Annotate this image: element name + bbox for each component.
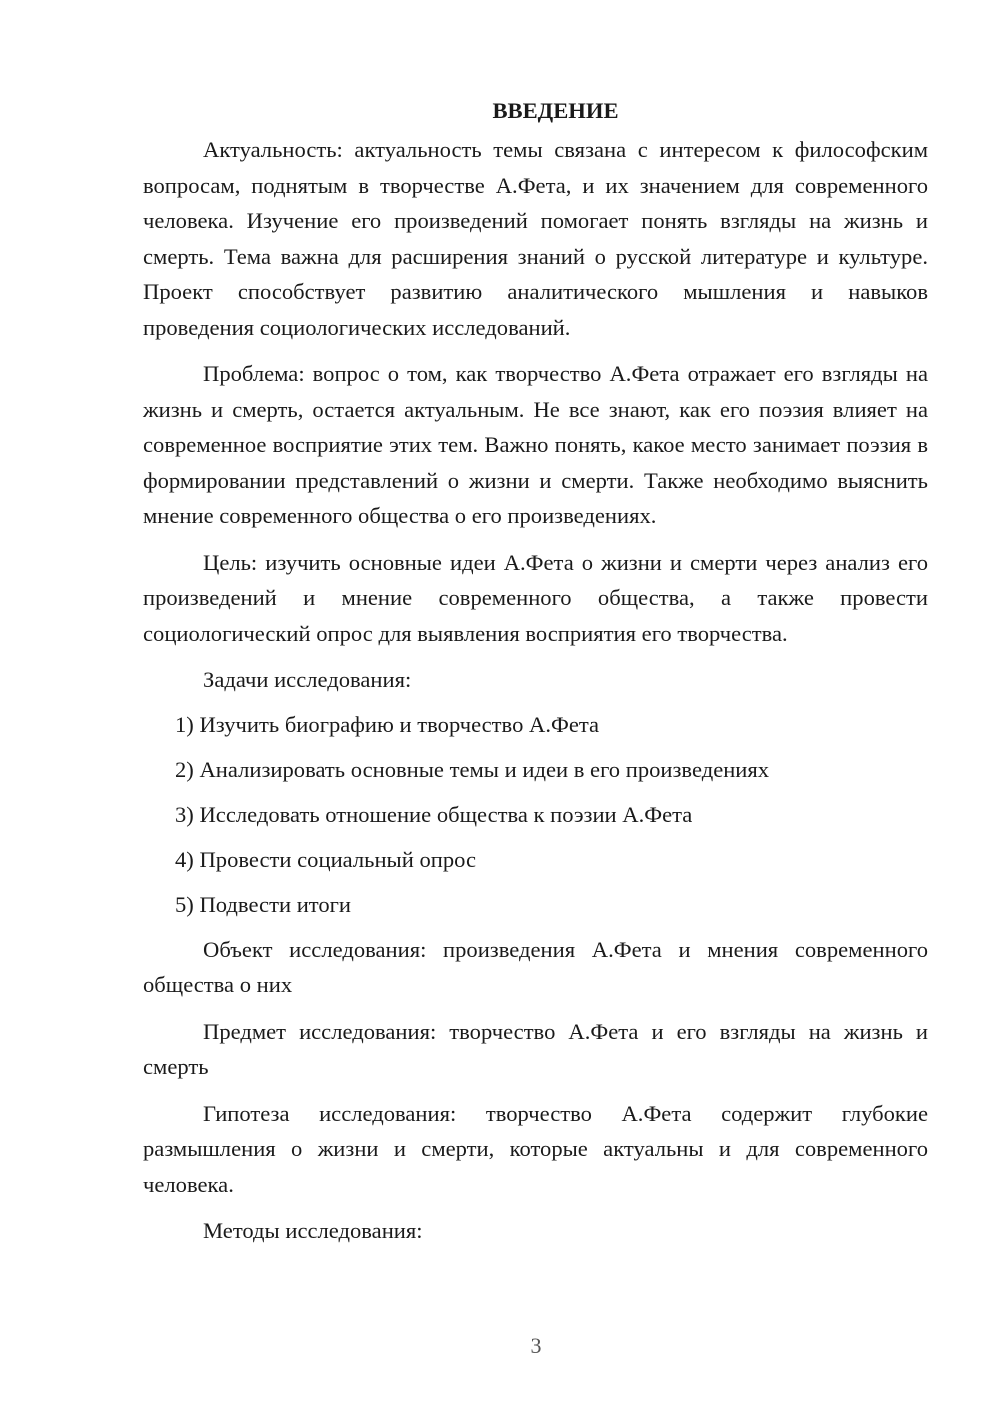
- page-title: ВВЕДЕНИЕ: [492, 98, 619, 123]
- task-item: 2) Анализировать основные темы и идеи в его произведениях: [175, 756, 770, 782]
- tasks-heading: Задачи исследования:: [203, 667, 412, 692]
- problem-paragraph: Проблема: вопрос о том, как творчество А.Фета отражает его взгляды на жизнь и смерть, остается актуальным. Не все знают, как его поэзия влияет на современное восприятие этих тем. Важно понять, какое место занимает поэзия в формировании представлений о жизни и смерти. Также необходимо выяснить мнение современного общества о его произведениях.: [143, 361, 928, 528]
- goal-paragraph: Цель: изучить основные идеи А.Фета о жизни и смерти через анализ его произведений и мнение современного общества, а также провести социологический опрос для выявления восприятия его творчества.: [143, 549, 928, 646]
- task-item: 3) Исследовать отношение общества к поэзии А.Фета: [175, 801, 693, 827]
- task-item: 4) Провести социальный опрос: [175, 846, 477, 872]
- task-item: 5) Подвести итоги: [175, 891, 352, 917]
- subject-paragraph: Предмет исследования: творчество А.Фета и его взгляды на жизнь и смерть: [143, 1018, 928, 1079]
- page-number: 3: [530, 1333, 542, 1358]
- document-page: [143, 96, 928, 1258]
- hypothesis-paragraph: Гипотеза исследования: творчество А.Фета содержит глубокие размышления о жизни и смерти, которые актуальны и для современного человека.: [143, 1100, 928, 1197]
- methods-heading: Методы исследования:: [203, 1218, 423, 1243]
- task-item: 1) Изучить биографию и творчество А.Фета: [175, 711, 600, 737]
- relevance-paragraph: Актуальность: актуальность темы связана с интересом к философским вопросам, поднятым в творчестве А.Фета, и их значением для современного человека. Изучение его произведений помогает понять взгляды на жизнь и смерть. Тема важна для расширения знаний о русской литературе и культуре. Проект способствует развитию аналитического мышления и навыков проведения социологических исследований.: [143, 137, 928, 340]
- object-paragraph: Объект исследования: произведения А.Фета и мнения современного общества о них: [143, 936, 928, 997]
- tasks-list: [143, 707, 928, 923]
